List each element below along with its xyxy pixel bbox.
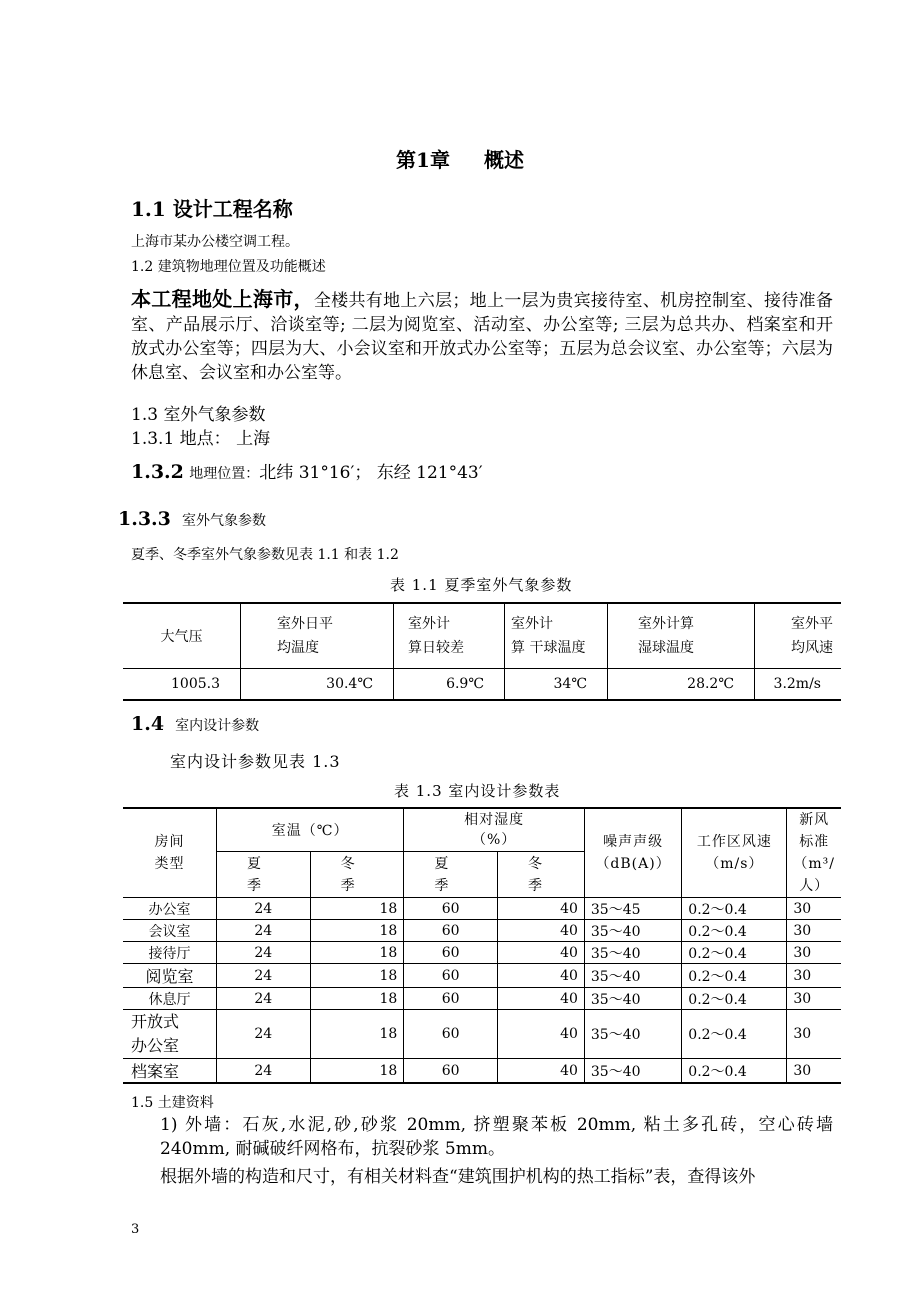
chapter-title: 概述 (483, 148, 524, 172)
value-cell: 18 (310, 964, 404, 988)
weather-note: 夏季、冬季室外气象参数见表 1.1 和表 1.2 (131, 547, 399, 563)
section-number: 1.4 (131, 713, 165, 735)
value-cell: 30 (787, 1010, 841, 1059)
header-cell: 室外计 算 干球温度 (505, 603, 608, 669)
value-cell: 0.2～0.4 (682, 964, 787, 988)
geo-label: 地理位置： (189, 466, 260, 482)
section-number: 1.3.2 (131, 461, 184, 483)
value-cell: 18 (310, 898, 404, 920)
section-1-2-heading: 1.2 建筑物地理位置及功能概述 (131, 259, 326, 275)
table-1-3-caption: 表 1.3 室内设计参数表 (394, 782, 561, 800)
header-noise: 噪声声级 （dB(A)） (584, 808, 681, 898)
table-row (123, 898, 841, 920)
table-row (123, 942, 841, 964)
table-row (123, 964, 841, 988)
value-cell: 40 (498, 988, 585, 1010)
header-cell: 大气压 (123, 603, 241, 669)
value-cell: 40 (498, 1010, 585, 1059)
value-cell: 18 (310, 920, 404, 942)
value-cell: 30 (787, 942, 841, 964)
value-cell: 35～40 (584, 1010, 681, 1059)
value-cell: 35～40 (584, 988, 681, 1010)
value-cell: 28.2℃ (608, 669, 755, 701)
indoor-note: 室内设计参数见表 1.3 (170, 752, 341, 771)
value-cell: 24 (216, 942, 310, 964)
section-1-4-heading (131, 713, 259, 735)
wall-paragraph: 1) 外墙：石灰,水泥,砂,砂浆 20mm, 挤塑聚苯板 20mm, 粘土多孔砖，空心砖墙 240mm, 耐碱破纤网格布，抗裂砂浆 5mm。 (160, 1115, 833, 1159)
table-row (123, 1010, 841, 1059)
value-cell: 0.2～0.4 (682, 1010, 787, 1059)
value-cell: 40 (498, 942, 585, 964)
page-number: 3 (131, 1222, 140, 1237)
value-cell: 0.2～0.4 (682, 942, 787, 964)
geo-coordinates: 北纬 31°16′； 东经 121°43′ (259, 463, 483, 483)
summer-weather-table (123, 602, 841, 701)
closing-paragraph: 根据外墙的构造和尺寸，有相关材料查“建筑围护机构的热工指标”表，查得该外 (160, 1167, 756, 1187)
value-cell: 60 (404, 1059, 498, 1084)
value-cell: 30 (787, 988, 841, 1010)
section-1-3-2 (131, 458, 483, 483)
value-cell: 35～40 (584, 964, 681, 988)
section-1-3-heading: 1.3 室外气象参数 (131, 405, 266, 425)
value-cell: 18 (310, 942, 404, 964)
room-cell: 阅览室 (123, 964, 216, 988)
value-cell: 60 (404, 898, 498, 920)
value-cell: 24 (216, 1010, 310, 1059)
location-paragraph (131, 287, 833, 385)
chapter-number: 第1章 (396, 148, 450, 172)
room-cell: 会议室 (123, 920, 216, 942)
value-cell: 1005.3 (123, 669, 241, 701)
section-title: 室外气象参数 (181, 513, 266, 529)
table-row (123, 920, 841, 942)
project-name: 上海市某办公楼空调工程。 (131, 234, 299, 250)
value-cell: 0.2～0.4 (682, 1059, 787, 1084)
value-cell: 30 (787, 1059, 841, 1084)
value-cell: 24 (216, 964, 310, 988)
value-cell: 30 (787, 898, 841, 920)
header-winter: 冬 季 (310, 852, 404, 898)
value-cell: 34℃ (505, 669, 608, 701)
section-1-3-1: 1.3.1 地点： 上海 (131, 429, 271, 449)
header-cell: 室外计算 湿球温度 (608, 603, 755, 669)
value-cell: 0.2～0.4 (682, 920, 787, 942)
room-cell: 档案室 (123, 1059, 216, 1084)
header-temp: 室温（℃） (216, 808, 403, 852)
table-1-1-caption: 表 1.1 夏季室外气象参数 (390, 576, 573, 594)
header-wind: 工作区风速 （m/s） (682, 808, 787, 898)
table-header-row (123, 603, 841, 669)
value-cell: 24 (216, 1059, 310, 1084)
section-title: 设计工程名称 (172, 197, 293, 221)
section-1-1-heading (131, 193, 293, 222)
location-lead: 本工程地处上海市， (131, 287, 314, 311)
chapter-heading (0, 144, 920, 173)
value-cell: 18 (310, 1059, 404, 1084)
header-room: 房间 类型 (123, 808, 216, 898)
value-cell: 30.4℃ (241, 669, 394, 701)
value-cell: 30 (787, 964, 841, 988)
value-cell: 24 (216, 920, 310, 942)
section-number: 1.1 (131, 197, 166, 221)
value-cell: 24 (216, 898, 310, 920)
table-row (123, 1059, 841, 1084)
location-text: 全楼共有地上六层；地上一层为贵宾接待室、机房控制室、接待准备室、产品展示厅、洽谈室等; 二层为阅览室、活动室、办公室等; 三层为总共办、档案室和开放式办公室等；四层为大、小会议室和开放式办公室等；五层为总会议室、办公室等；六层为休息室、会议室和办公室等。 (131, 291, 834, 383)
value-cell: 0.2～0.4 (682, 988, 787, 1010)
value-cell: 0.2～0.4 (682, 898, 787, 920)
value-cell: 60 (404, 942, 498, 964)
value-cell: 60 (404, 1010, 498, 1059)
table-header-row (123, 808, 841, 852)
value-cell: 35～40 (584, 942, 681, 964)
table-row (123, 988, 841, 1010)
value-cell: 40 (498, 964, 585, 988)
indoor-design-table (123, 807, 841, 1084)
value-cell: 60 (404, 988, 498, 1010)
header-cell: 室外计 算日较差 (394, 603, 505, 669)
header-humidity: 相对湿度 （%） (404, 808, 585, 852)
room-cell: 开放式 办公室 (123, 1010, 216, 1059)
value-cell: 60 (404, 964, 498, 988)
header-summer: 夏 季 (404, 852, 498, 898)
value-cell: 6.9℃ (394, 669, 505, 701)
room-cell: 接待厅 (123, 942, 216, 964)
value-cell: 35～40 (584, 920, 681, 942)
table-row (123, 669, 841, 701)
header-winter: 冬 季 (498, 852, 585, 898)
value-cell: 30 (787, 920, 841, 942)
value-cell: 40 (498, 1059, 585, 1084)
section-1-5-heading: 1.5 土建资料 (131, 1095, 214, 1111)
value-cell: 24 (216, 988, 310, 1010)
value-cell: 18 (310, 988, 404, 1010)
value-cell: 60 (404, 920, 498, 942)
room-cell: 休息厅 (123, 988, 216, 1010)
section-1-3-3-heading (118, 508, 266, 530)
header-fresh-air: 新风标准 （m³/人） (787, 808, 841, 898)
section-title: 室内设计参数 (175, 718, 260, 734)
header-cell: 室外平 均风速 (755, 603, 842, 669)
header-cell: 室外日平 均温度 (241, 603, 394, 669)
value-cell: 35～45 (584, 898, 681, 920)
header-summer: 夏 季 (216, 852, 310, 898)
section-number: 1.3.3 (118, 508, 171, 530)
value-cell: 35～40 (584, 1059, 681, 1084)
room-cell: 办公室 (123, 898, 216, 920)
value-cell: 3.2m/s (755, 669, 842, 701)
value-cell: 18 (310, 1010, 404, 1059)
value-cell: 40 (498, 920, 585, 942)
value-cell: 40 (498, 898, 585, 920)
